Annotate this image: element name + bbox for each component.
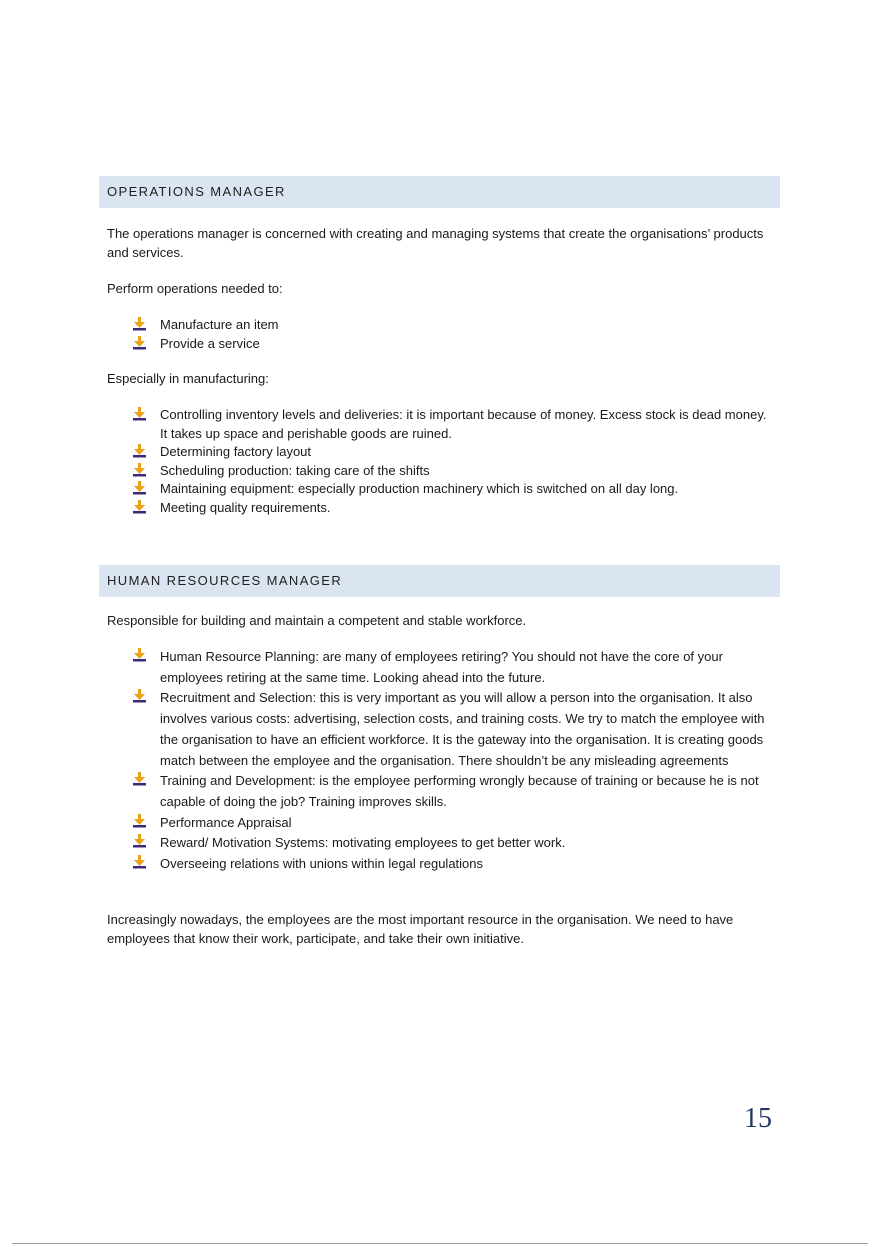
list-item: Meeting quality requirements. [107,499,775,518]
hr-conclusion: Increasingly nowadays, the employees are the most important resource in the organisation. We need to have employees that know their work, participate, and take their own initiative. [107,912,734,946]
operations-perform-label: Perform operations needed to: [107,281,283,296]
footer-divider [12,1243,868,1244]
hr-intro: Responsible for building and maintain a competent and stable workforce. [107,613,527,628]
down-arrow-bullet-icon [133,481,147,495]
down-arrow-bullet-icon [133,689,147,703]
list-item: Controlling inventory levels and deliveries: it is important because of money. Excess stock is dead money. It takes up space and perishable goods are ruined. [107,406,775,443]
down-arrow-bullet-icon [133,648,147,662]
list-item: Overseeing relations with unions within legal regulations [107,854,775,875]
list-item: Scheduling production: taking care of the shifts [107,462,775,481]
down-arrow-bullet-icon [133,855,147,869]
page-number: 15 [744,1103,772,1134]
down-arrow-bullet-icon [133,834,147,848]
down-arrow-bullet-icon [133,463,147,477]
down-arrow-bullet-icon [133,336,147,350]
list-item: Training and Development: is the employee performing wrongly because of training or because he is not capable of doing the job? Training improves skills. [107,771,775,812]
list-item: Reward/ Motivation Systems: motivating employees to get better work. [107,833,775,854]
down-arrow-bullet-icon [133,444,147,458]
hr-list [107,647,775,875]
list-item: Recruitment and Selection: this is very important as you will allow a person into the organisation. It also involves various costs: advertising, selection costs, and training costs. We try to match the employee with the organisation to have an efficient workforce. It is the gateway into the organisation. It is creating goods match between the employee and the organisation. There shouldn’t be any misleading agreements [107,688,775,771]
operations-manufacturing-label: Especially in manufacturing: [107,371,269,386]
operations-intro: The operations manager is concerned with creating and managing systems that create the organisations’ products and services. [107,226,764,260]
down-arrow-bullet-icon [133,772,147,786]
list-item: Determining factory layout [107,443,775,462]
list-item: Provide a service [107,335,775,354]
human-resources-manager-heading: HUMAN RESOURCES MANAGER [99,565,780,597]
operations-perform-list [107,316,775,353]
list-item: Performance Appraisal [107,813,775,834]
down-arrow-bullet-icon [133,317,147,331]
operations-manager-heading: OPERATIONS MANAGER [99,176,780,208]
down-arrow-bullet-icon [133,500,147,514]
operations-manufacturing-list [107,406,775,517]
down-arrow-bullet-icon [133,814,147,828]
list-item: Human Resource Planning: are many of employees retiring? You should not have the core of your employees retiring at the same time. Looking ahead into the future. [107,647,775,688]
list-item: Manufacture an item [107,316,775,335]
down-arrow-bullet-icon [133,407,147,421]
list-item: Maintaining equipment: especially production machinery which is switched on all day long. [107,480,775,499]
